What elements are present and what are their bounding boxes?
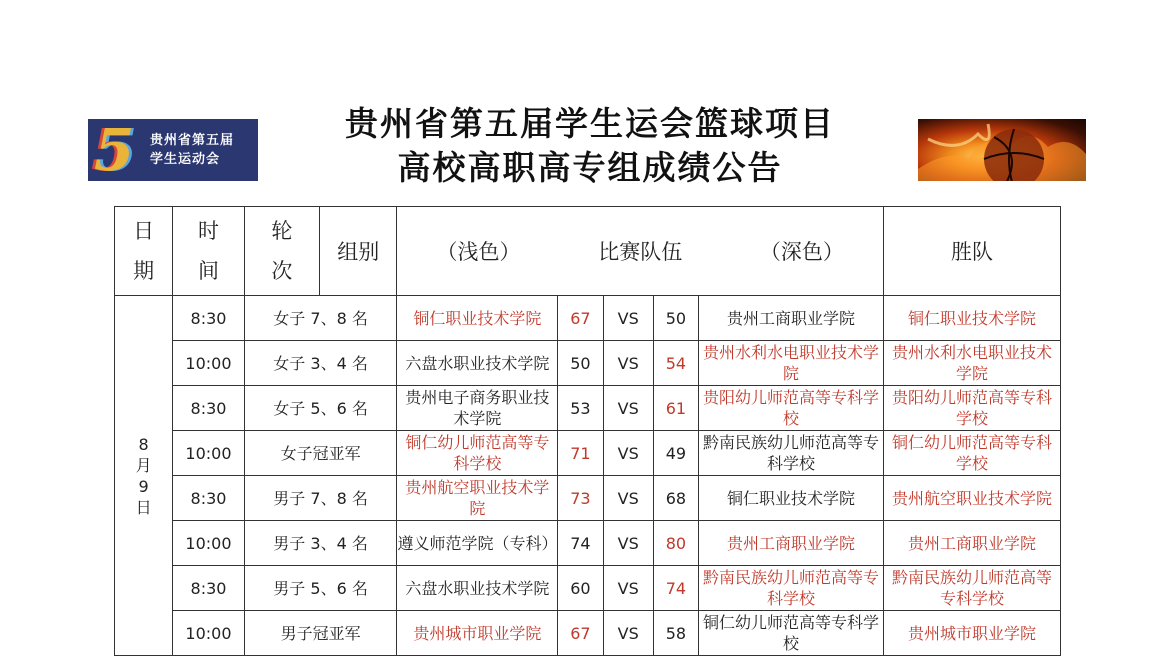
time-cell: 10:00	[173, 521, 244, 566]
dark-score-cell: 50	[653, 296, 698, 341]
light-team-cell: 遵义师范学院（专科）	[397, 521, 558, 566]
date-char: 8	[138, 434, 149, 454]
light-score-cell: 60	[558, 566, 603, 611]
header-light: （浅色）	[436, 240, 521, 264]
date-char: 日	[135, 497, 152, 517]
light-score-cell: 67	[558, 296, 603, 341]
dark-score-cell: 74	[653, 566, 698, 611]
header-group: 组别	[320, 207, 397, 296]
vs-cell: VS	[603, 386, 653, 431]
logo-line-1: 贵州省第五届	[150, 133, 235, 148]
group-cell: 女子 3、4 名	[244, 341, 397, 386]
table-row	[115, 521, 1061, 566]
dark-score-cell: 54	[653, 341, 698, 386]
time-cell: 8:30	[173, 386, 244, 431]
winner-cell: 黔南民族幼儿师范高等专科学校	[884, 566, 1061, 611]
results-body	[115, 296, 1061, 656]
light-team-cell: 贵州城市职业学院	[397, 611, 558, 656]
dark-score-cell: 80	[653, 521, 698, 566]
dark-score-cell: 58	[653, 611, 698, 656]
light-score-cell: 74	[558, 521, 603, 566]
table-row	[115, 386, 1061, 431]
date-char: 月	[135, 455, 152, 475]
light-team-cell: 贵州航空职业技术学院	[397, 476, 558, 521]
group-cell: 女子 7、8 名	[244, 296, 397, 341]
header-round-2: 次	[271, 259, 293, 283]
vs-cell: VS	[603, 476, 653, 521]
light-team-cell: 贵州电子商务职业技术学院	[397, 386, 558, 431]
winner-cell: 铜仁幼儿师范高等专科学校	[884, 431, 1061, 476]
vs-cell: VS	[603, 341, 653, 386]
header-date-1: 日	[133, 219, 155, 243]
winner-cell: 贵州航空职业技术学院	[884, 476, 1061, 521]
group-cell: 男子冠亚军	[244, 611, 397, 656]
logo-number: 5	[94, 116, 135, 184]
dark-score-cell: 68	[653, 476, 698, 521]
games-logo	[88, 116, 258, 184]
table-row	[115, 431, 1061, 476]
header-winner: 胜队	[884, 207, 1061, 296]
header-row	[115, 207, 1061, 296]
table-row	[115, 296, 1061, 341]
dark-team-cell: 贵阳幼儿师范高等专科学校	[699, 386, 884, 431]
dark-score-cell: 49	[653, 431, 698, 476]
vs-cell: VS	[603, 431, 653, 476]
header-dark: （深色）	[759, 240, 844, 264]
header-teams-label: 比赛队伍	[598, 240, 683, 264]
header-round	[244, 207, 319, 296]
dark-team-cell: 贵州水利水电职业技术学院	[699, 341, 884, 386]
light-team-cell: 六盘水职业技术学院	[397, 566, 558, 611]
group-cell: 女子 5、6 名	[244, 386, 397, 431]
dark-team-cell: 铜仁职业技术学院	[699, 476, 884, 521]
light-score-cell: 67	[558, 611, 603, 656]
date-char: 9	[138, 476, 149, 496]
dark-team-cell: 铜仁幼儿师范高等专科学校	[699, 611, 884, 656]
winner-cell: 铜仁职业技术学院	[884, 296, 1061, 341]
light-score-cell: 50	[558, 341, 603, 386]
winner-cell: 贵州水利水电职业技术学院	[884, 341, 1061, 386]
group-cell: 男子 7、8 名	[244, 476, 397, 521]
winner-cell: 贵阳幼儿师范高等专科学校	[884, 386, 1061, 431]
header-date	[115, 207, 173, 296]
table-row	[115, 476, 1061, 521]
date-cell	[115, 296, 173, 656]
light-score-cell: 73	[558, 476, 603, 521]
table-row	[115, 566, 1061, 611]
vs-cell: VS	[603, 296, 653, 341]
header-time-2: 间	[197, 259, 219, 283]
header-teams	[397, 207, 884, 296]
page-title	[270, 102, 910, 190]
flaming-basketball-image	[918, 119, 1086, 181]
time-cell: 10:00	[173, 611, 244, 656]
dark-team-cell: 黔南民族幼儿师范高等专科学校	[699, 566, 884, 611]
vs-cell: VS	[603, 611, 653, 656]
time-cell: 10:00	[173, 431, 244, 476]
header-time	[173, 207, 244, 296]
title-line-1: 贵州省第五届学生运会篮球项目	[345, 104, 835, 143]
dark-team-cell: 贵州工商职业学院	[699, 296, 884, 341]
results-table	[114, 206, 1061, 656]
logo-text	[150, 131, 234, 169]
time-cell: 8:30	[173, 566, 244, 611]
dark-score-cell: 61	[653, 386, 698, 431]
winner-cell: 贵州工商职业学院	[884, 521, 1061, 566]
group-cell: 男子 3、4 名	[244, 521, 397, 566]
light-team-cell: 六盘水职业技术学院	[397, 341, 558, 386]
table-row	[115, 341, 1061, 386]
header-round-1: 轮	[271, 219, 293, 243]
light-score-cell: 71	[558, 431, 603, 476]
header-date-2: 期	[133, 259, 155, 283]
title-line-2: 高校高职高专组成绩公告	[397, 148, 783, 187]
dark-team-cell: 贵州工商职业学院	[699, 521, 884, 566]
winner-cell: 贵州城市职业学院	[884, 611, 1061, 656]
group-cell: 女子冠亚军	[244, 431, 397, 476]
table-row	[115, 611, 1061, 656]
time-cell: 8:30	[173, 296, 244, 341]
header-time-1: 时	[197, 219, 219, 243]
time-cell: 10:00	[173, 341, 244, 386]
logo-line-2: 学生运动会	[150, 152, 221, 167]
vs-cell: VS	[603, 566, 653, 611]
vs-cell: VS	[603, 521, 653, 566]
light-team-cell: 铜仁职业技术学院	[397, 296, 558, 341]
dark-team-cell: 黔南民族幼儿师范高等专科学校	[699, 431, 884, 476]
group-cell: 男子 5、6 名	[244, 566, 397, 611]
light-score-cell: 53	[558, 386, 603, 431]
time-cell: 8:30	[173, 476, 244, 521]
light-team-cell: 铜仁幼儿师范高等专科学校	[397, 431, 558, 476]
